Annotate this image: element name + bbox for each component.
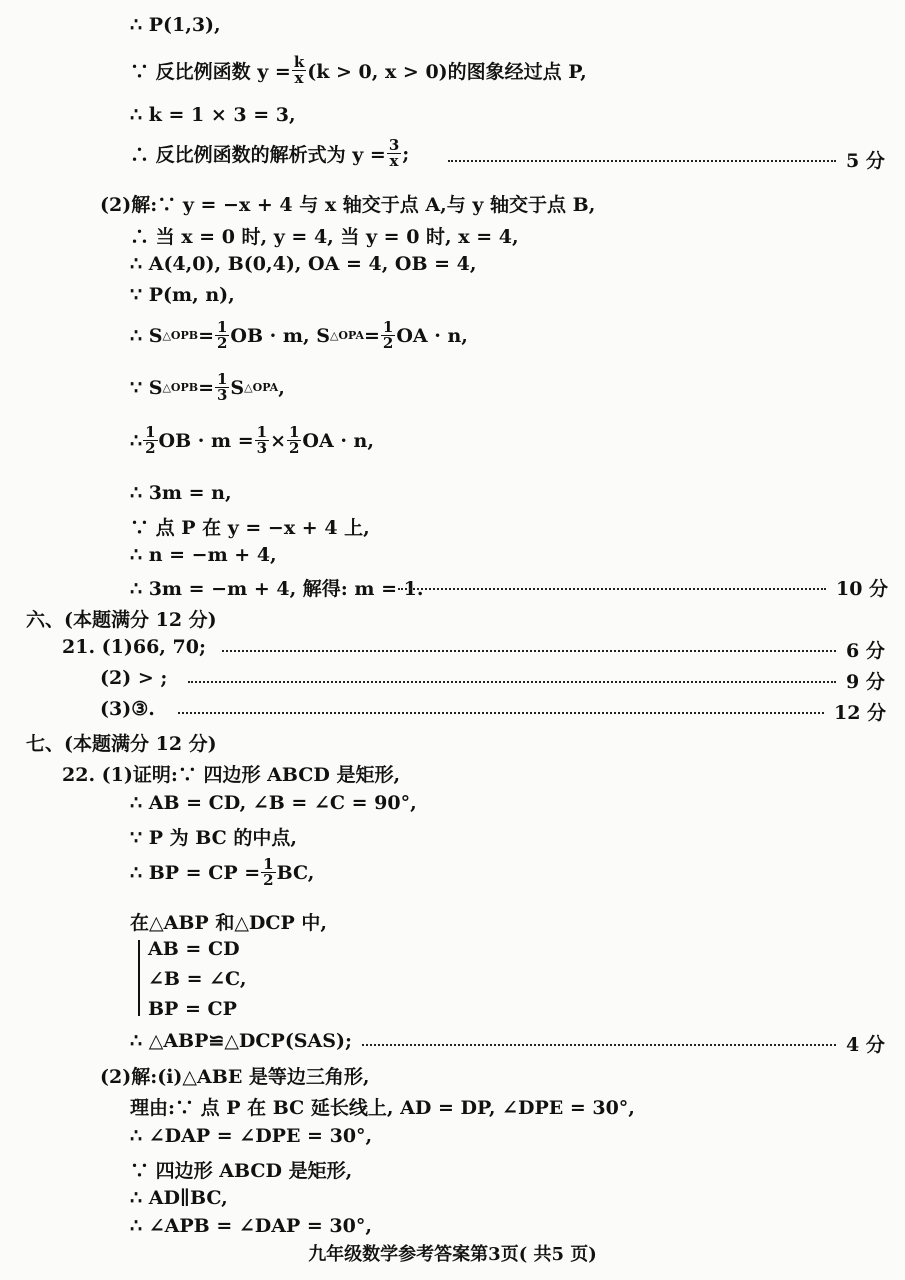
- answer-line: ∵ 四边形 ABCD 是矩形,: [130, 1160, 353, 1182]
- answer-line: ∴ AB = CD, ∠B = ∠C = 90°,: [130, 792, 417, 814]
- answer-line: ∴ 反比例函数的解析式为 y = $\frac{3}{x}$ ;: [130, 136, 410, 170]
- answer-line: ∴ S △OPB = $\frac{1}{2}$ OB · m, S △OPA = $\frac{1}{2}$ OA · n,: [130, 318, 468, 352]
- dotted-leader: [222, 650, 836, 652]
- answer-line: ∵ 点 P 在 y = −x + 4 上,: [130, 517, 370, 539]
- fraction: $\frac{1}{2}$: [263, 855, 274, 889]
- answer-line: 理由:∵ 点 P 在 BC 延长线上, AD = DP, ∠DPE = 30°,: [130, 1097, 635, 1119]
- score-marker: 9 分: [846, 671, 885, 693]
- answer-line: 22. (1)证明:∵ 四边形 ABCD 是矩形,: [62, 764, 401, 786]
- answer-line: 21. (1)66, 70;: [62, 636, 206, 658]
- fraction: $\frac{1}{3}$: [216, 370, 228, 404]
- score-marker: 12 分: [834, 702, 887, 724]
- answer-line: ∴ k = 1 × 3 = 3,: [130, 104, 296, 126]
- fraction: $\frac{1}{2}$: [382, 318, 394, 352]
- section-heading: 六、(本题满分 12 分): [26, 609, 217, 631]
- answer-line: ∴ AD∥BC,: [130, 1187, 228, 1209]
- answer-line: ∴ n = −m + 4,: [130, 544, 277, 566]
- answer-line: ∴ A(4,0), B(0,4), OA = 4, OB = 4,: [130, 253, 477, 275]
- answer-line: ∴ 当 x = 0 时, y = 4, 当 y = 0 时, x = 4,: [130, 226, 519, 248]
- system-brace: [138, 940, 145, 1016]
- answer-line: ∵ 反比例函数 y = $\frac{k}{x}$ (k > 0, x > 0)的图象经过点 P,: [130, 53, 587, 87]
- answer-line: ∴ BP = CP = $\frac{1}{2}$ BC,: [130, 855, 315, 889]
- answer-line: (2)解:∵ y = −x + 4 与 x 轴交于点 A,与 y 轴交于点 B,: [100, 194, 596, 216]
- answer-line: ∴ $\frac{1}{2}$ OB · m = $\frac{1}{3}$ × $\frac{1}{2}$ OA · n,: [130, 423, 374, 457]
- fraction: $\frac{1}{2}$: [288, 423, 300, 457]
- answer-line: (2)解:(i)△ABE 是等边三角形,: [100, 1066, 370, 1088]
- dotted-leader: [362, 1044, 836, 1046]
- equation-system-row: ∠B = ∠C,: [148, 968, 247, 990]
- fraction: $\frac{1}{2}$: [216, 318, 228, 352]
- fraction: $\frac{1}{3}$: [256, 423, 268, 457]
- score-marker: 4 分: [846, 1034, 885, 1056]
- score-marker: 6 分: [846, 640, 885, 662]
- answer-line: ∵ S △OPB = $\frac{1}{3}$ S △OPA ,: [130, 370, 285, 404]
- dotted-leader: [178, 712, 824, 714]
- answer-line: (2) > ;: [100, 667, 168, 689]
- answer-line: ∴ △ABP≌△DCP(SAS);: [130, 1030, 352, 1052]
- section-heading: 七、(本题满分 12 分): [26, 733, 217, 755]
- fraction: $\frac{3}{x}$: [388, 136, 400, 170]
- equation-system-row: BP = CP: [148, 998, 237, 1020]
- answer-line: ∴ ∠DAP = ∠DPE = 30°,: [130, 1125, 373, 1147]
- fraction: $\frac{k}{x}$: [293, 53, 305, 87]
- score-marker: 5 分: [846, 150, 885, 172]
- answer-line: (3)③.: [100, 698, 155, 720]
- score-marker: 10 分: [836, 578, 889, 600]
- dotted-leader: [398, 588, 826, 590]
- answer-line: ∴ P(1,3),: [130, 14, 221, 36]
- dotted-leader: [188, 681, 836, 683]
- fraction: $\frac{1}{2}$: [145, 423, 156, 457]
- answer-line: 在△ABP 和△DCP 中,: [130, 912, 328, 934]
- dotted-leader: [448, 160, 836, 162]
- answer-line: ∴ 3m = n,: [130, 482, 232, 504]
- page-footer: 九年级数学参考答案第3页( 共5 页): [308, 1244, 597, 1265]
- answer-line: ∵ P(m, n),: [130, 284, 235, 306]
- answer-line: ∴ ∠APB = ∠DAP = 30°,: [130, 1215, 372, 1237]
- answer-line: ∴ 3m = −m + 4, 解得: m = 1.: [130, 578, 424, 600]
- equation-system-row: AB = CD: [148, 938, 240, 960]
- answer-line: ∵ P 为 BC 的中点,: [130, 827, 297, 849]
